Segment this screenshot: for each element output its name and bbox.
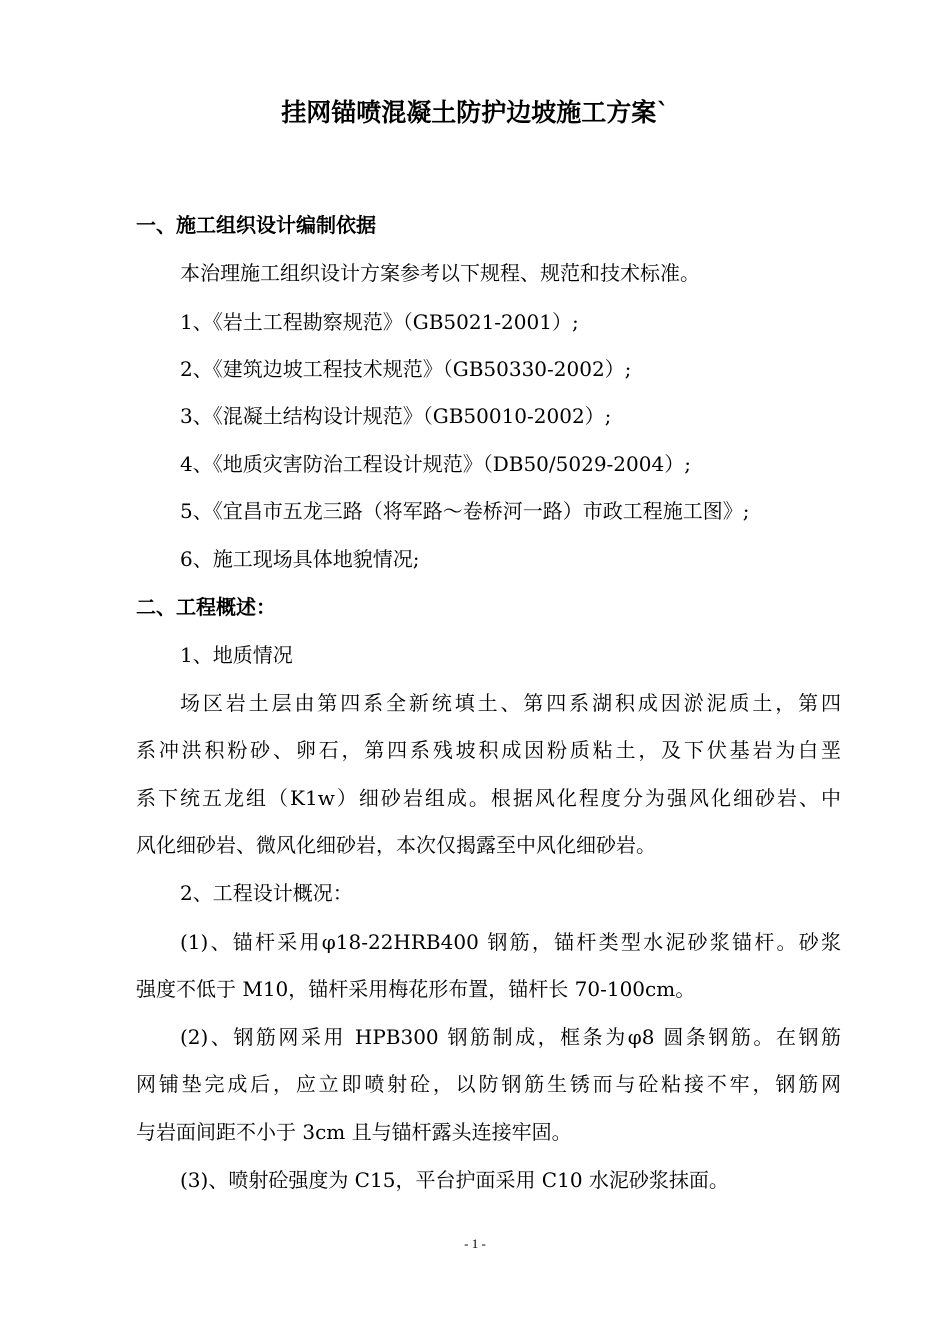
section-2-heading: 二、工程概述： (136, 595, 276, 619)
subsection-geology-heading: 1、地质情况 (180, 643, 293, 667)
reference-item-5: 5、《宜昌市五龙三路（将军路～卷桥河一路）市政工程施工图》; (180, 499, 750, 523)
reference-item-3: 3、《混凝土结构设计规范》（GB50010-2002）; (180, 404, 612, 428)
subsection-design-heading: 2、工程设计概况： (180, 881, 353, 905)
design-p2-line-1: (2)、钢筋网采用 HPB300 钢筋制成，框条为φ8 圆条钢筋。在钢筋 (180, 1025, 841, 1049)
design-p2-line-3: 与岩面间距不小于 3cm 且与锚杆露头连接牢固。 (136, 1120, 572, 1144)
section-1-intro: 本治理施工组织设计方案参考以下规程、规范和技术标准。 (180, 261, 700, 285)
page-number: - 1 - (464, 1236, 486, 1251)
document-title: 挂网锚喷混凝土防护边坡施工方案` (281, 98, 669, 127)
reference-item-2: 2、《建筑边坡工程技术规范》（GB50330-2002）; (180, 357, 632, 381)
design-p3-line-1: (3)、喷射砼强度为 C15，平台护面采用 C10 水泥砂浆抹面。 (180, 1168, 729, 1192)
reference-item-6: 6、施工现场具体地貌情况; (180, 547, 420, 571)
section-1-heading: 一、施工组织设计编制依据 (136, 213, 376, 237)
geology-line-4: 风化细砂岩、微风化细砂岩，本次仅揭露至中风化细砂岩。 (136, 833, 656, 857)
reference-item-4: 4、《地质灾害防治工程设计规范》（DB50/5029-2004）; (180, 452, 691, 476)
geology-line-1: 场区岩土层由第四系全新统填土、第四系湖积成因淤泥质土，第四 (180, 691, 841, 715)
reference-item-1: 1、《岩土工程勘察规范》（GB5021-2001）; (180, 310, 579, 334)
geology-line-2: 系冲洪积粉砂、卵石，第四系残坡积成因粉质粘土，及下伏基岩为白垩 (136, 738, 841, 762)
geology-line-3: 系下统五龙组（K1w）细砂岩组成。根据风化程度分为强风化细砂岩、中 (136, 786, 841, 810)
design-p2-line-2: 网铺垫完成后，应立即喷射砼，以防钢筋生锈而与砼粘接不牢，钢筋网 (136, 1072, 841, 1096)
design-p1-line-2: 强度不低于 M10，锚杆采用梅花形布置，锚杆长 70-100cm。 (136, 977, 696, 1001)
design-p1-line-1: (1)、锚杆采用φ18-22HRB400 钢筋，锚杆类型水泥砂浆锚杆。砂浆 (180, 930, 841, 954)
